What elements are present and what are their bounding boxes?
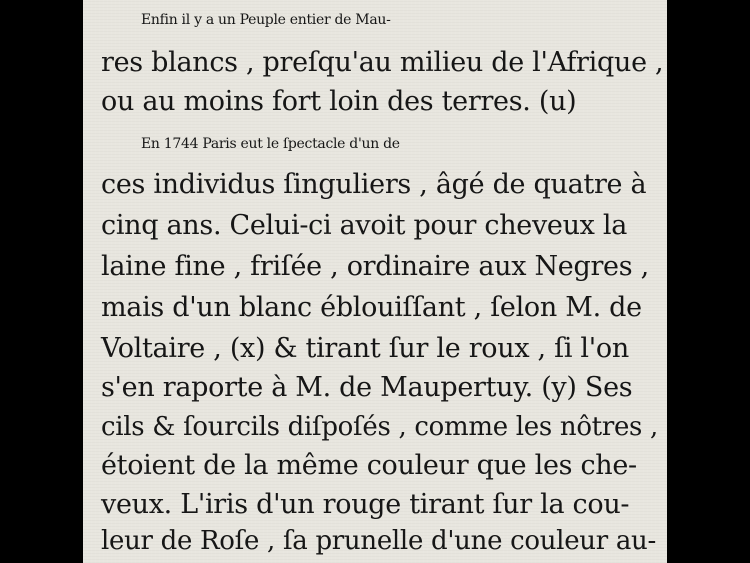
text-line: En 1744 Paris eut le ſpectacle d'un de xyxy=(141,136,400,152)
text-line: leur de Roſe , ſa prunelle d'une couleur au- xyxy=(101,526,656,556)
text-line: veux. L'iris d'un rouge tirant ſur la cou- xyxy=(101,489,630,520)
text-line: ou au moins fort loin des terres. (u) xyxy=(101,86,577,117)
text-line: res blancs , preſqu'au milieu de l'Afrique , xyxy=(101,47,664,78)
text-line: Enfin il y a un Peuple entier de Mau- xyxy=(141,12,391,28)
text-line: s'en raporte à M. de Maupertuy. (y) Ses xyxy=(101,372,633,403)
text-line: étoient de la même couleur que les che- xyxy=(101,450,637,481)
text-line: laine fine , friſée , ordinaire aux Negres , xyxy=(101,251,649,282)
text-line: Voltaire , (x) & tirant ſur le roux , ſi l'on xyxy=(101,333,629,364)
book-page xyxy=(83,0,667,563)
text-line: mais d'un blanc éblouiſſant , ſelon M. de xyxy=(101,292,642,323)
text-line: cinq ans. Celui-ci avoit pour cheveux la xyxy=(101,210,628,241)
text-line: cils & ſourcils diſpoſés , comme les nôtres , xyxy=(101,412,659,442)
text-line: ces individus ſinguliers , âgé de quatre à xyxy=(101,169,647,200)
